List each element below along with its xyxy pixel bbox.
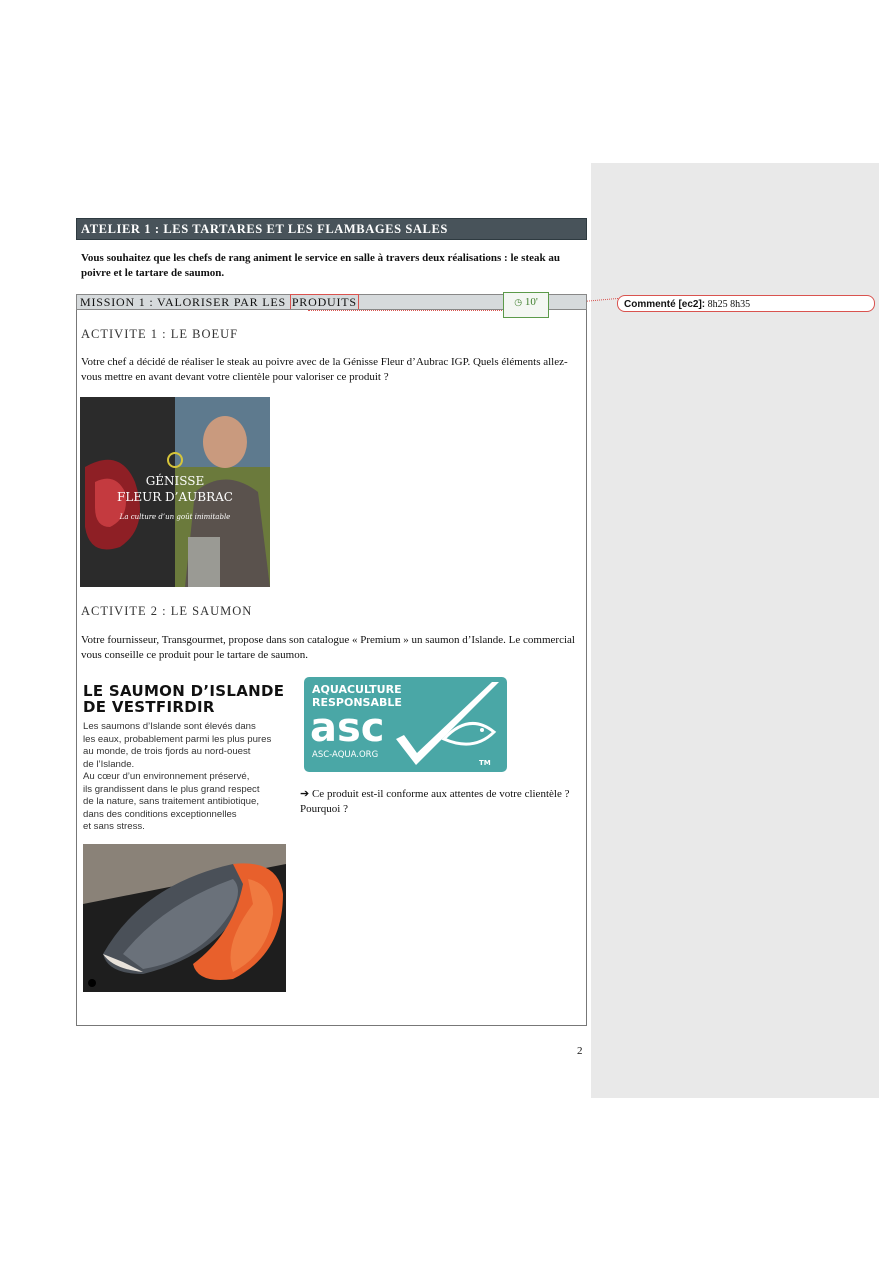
- asc-tm: TM: [479, 759, 491, 767]
- asc-logo: [304, 677, 507, 772]
- genisse-tagline: La culture d’un goût inimitable: [119, 513, 231, 521]
- salmon-desc-line: de la nature, sans traitement antibiotique,: [83, 796, 259, 807]
- salmon-title-2: DE VESTFIRDIR: [83, 698, 215, 716]
- genisse-line2: FLEUR D’AUBRAC: [117, 490, 233, 504]
- genisse-aubrac-image: [80, 397, 270, 587]
- activite2-text: Votre fournisseur, Transgourmet, propose dans son catalogue « Premium » un saumon d’Islande. Le commercial vous conseille ce produit pour le tartare de saumon.: [81, 634, 575, 661]
- salmon-desc-line: Les saumons d’Islande sont élevés dans: [83, 721, 256, 732]
- comment-author: Commenté [ec2]:: [624, 299, 706, 310]
- clock-icon: ◷: [514, 297, 523, 307]
- mission-prefix: MISSION 1 : VALORISER PAR LES: [80, 295, 290, 309]
- salmon-title-1: LE SAUMON D’ISLANDE: [83, 682, 285, 700]
- salmon-desc-line: de l’Islande.: [83, 758, 135, 770]
- timer-badge: [503, 292, 549, 318]
- activite2-title: ACTIVITE 2 : LE SAUMON: [81, 604, 253, 618]
- intro-paragraph: Vous souhaitez que les chefs de rang animent le service en salle à travers deux réalisations : le steak au poivre et le tartare de saumon.: [81, 252, 560, 279]
- mission-highlight: PRODUITS: [291, 295, 357, 309]
- arrow-right-icon: ➔: [300, 788, 310, 800]
- page-number: 2: [577, 1045, 583, 1057]
- asc-line2: RESPONSABLE: [312, 696, 402, 709]
- genisse-line1: GÉNISSE: [145, 474, 205, 488]
- timer-value: 10': [524, 296, 538, 308]
- activite1-title: ACTIVITE 1 : LE BOEUF: [81, 327, 239, 341]
- salmon-fillet-image: [83, 844, 286, 992]
- asc-url: ASC-AQUA.ORG: [312, 750, 379, 760]
- salmon-question: [300, 787, 570, 817]
- asc-line1: AQUACULTURE: [312, 683, 402, 696]
- atelier-banner: ATELIER 1 : LES TARTARES ET LES FLAMBAGES SALES: [76, 218, 587, 240]
- comment-text: 8h25 8h35: [707, 299, 751, 310]
- salmon-description: [83, 721, 293, 834]
- salmon-info: [83, 683, 293, 834]
- salmon-desc-line: et sans stress.: [83, 821, 145, 832]
- question-text: Ce produit est-il conforme aux attentes de votre clientèle ? Pourquoi ?: [300, 788, 570, 815]
- salmon-desc-line: au monde, de trois fjords au nord-ouest: [83, 746, 251, 757]
- asc-big: asc: [310, 705, 385, 751]
- salmon-desc-line: Au cœur d’un environnement préservé,: [83, 771, 250, 782]
- salmon-desc-line: ils grandissent dans le plus grand respect: [83, 783, 260, 795]
- comment-balloon[interactable]: [617, 295, 875, 312]
- salmon-desc-line: dans des conditions exceptionnelles: [83, 808, 237, 820]
- activite1-text: Votre chef a décidé de réaliser le steak au poivre avec de la Génisse Fleur d’Aubrac IGP. Quels éléments allez-vous mettre en avant devant votre clientèle pour valoriser ce produit ?: [81, 356, 568, 383]
- salmon-desc-line: les eaux, probablement parmi les plus pures: [83, 733, 272, 745]
